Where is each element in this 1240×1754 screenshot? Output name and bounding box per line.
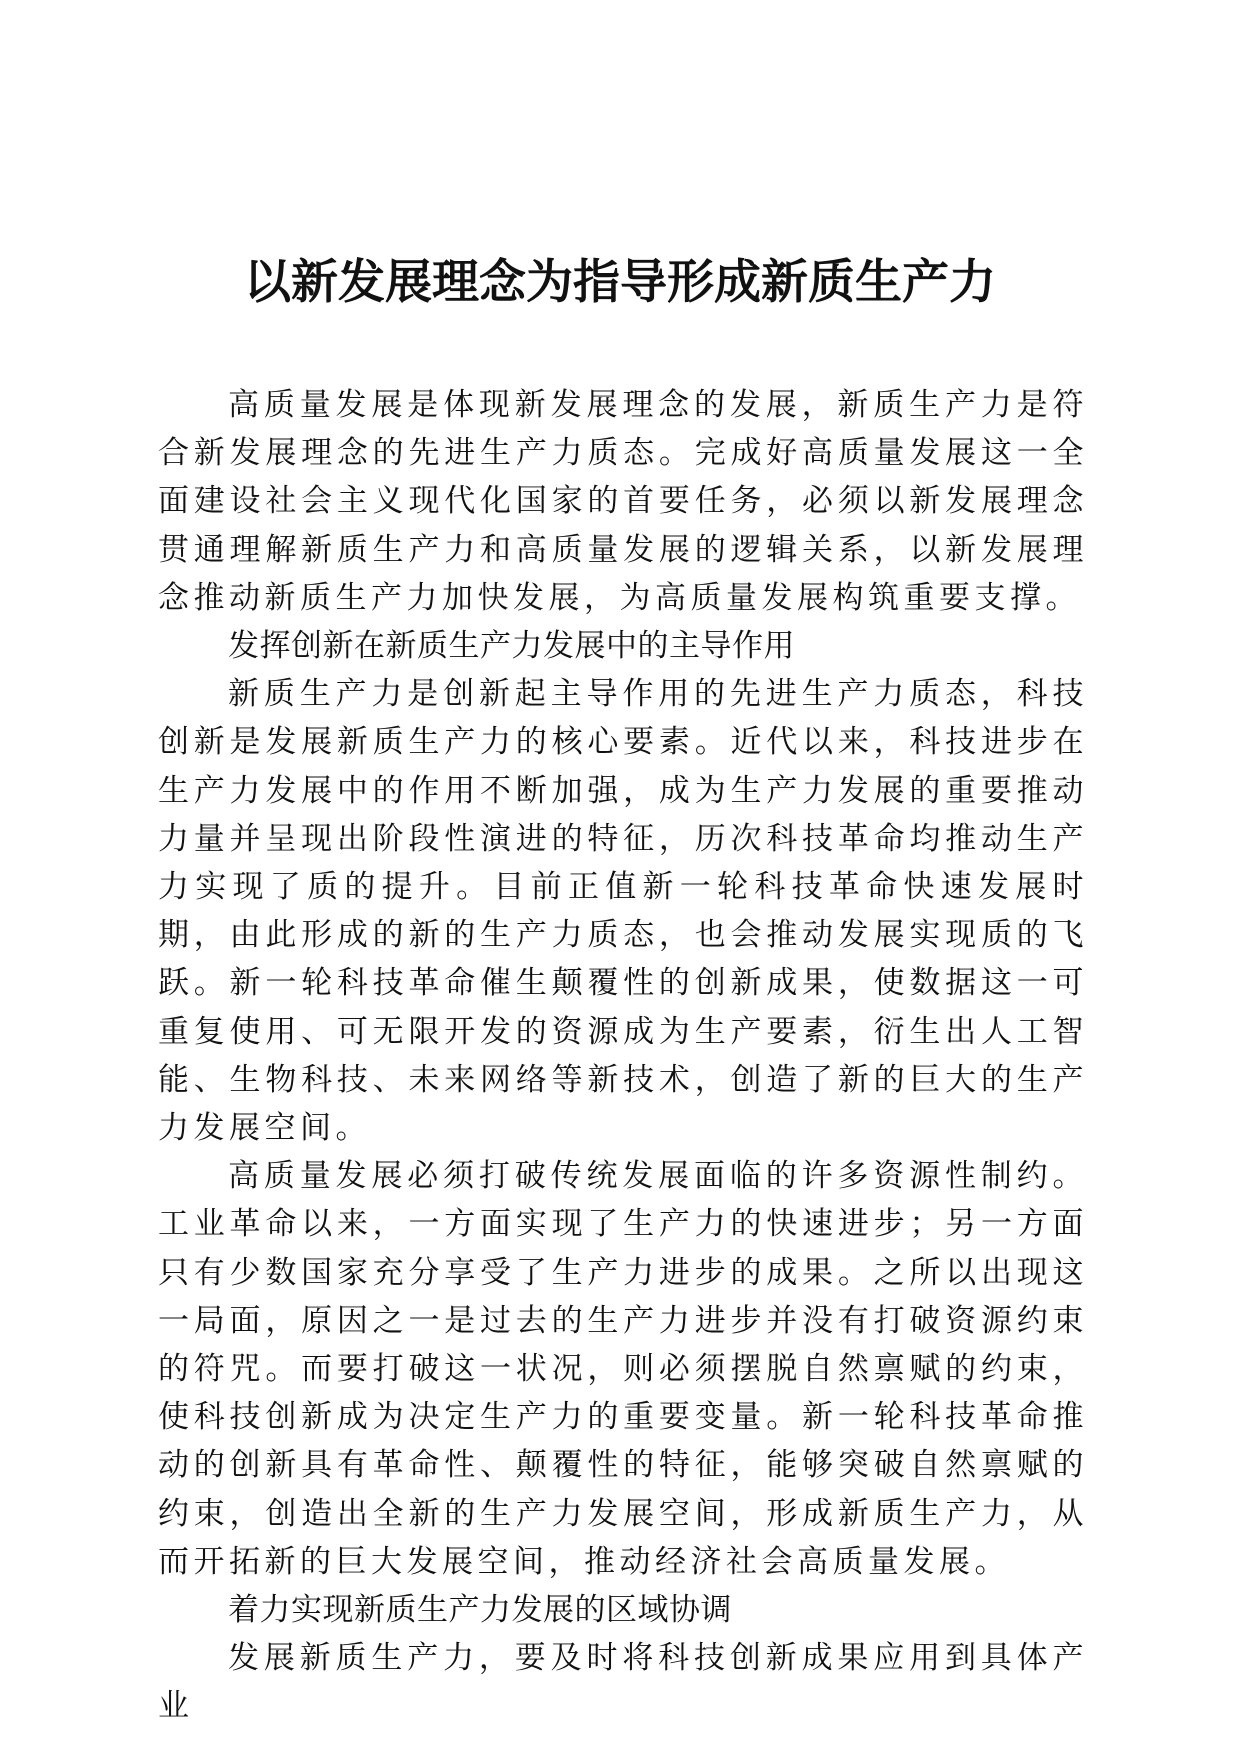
paragraph-innovation-2: 高质量发展必须打破传统发展面临的许多资源性制约。工业革命以来，一方面实现了生产力的快速进步；另一方面只有少数国家充分享受了生产力进步的成果。之所以出现这一局面，原因之一是过去的生产力进步并没有打破资源约束的符咒。而要打破这一状况，则必须摆脱自然禀赋的约束，使科技创新成为决定生产力的重要变量。新一轮科技革命推动的创新具有革命性、颠覆性的特征，能够突破自然禀赋的约束，创造出全新的生产力发展空间，形成新质生产力，从而开拓新的巨大发展空间，推动经济社会高质量发展。	[158, 1158, 1088, 1580]
paragraph-intro: 高质量发展是体现新发展理念的发展，新质生产力是符合新发展理念的先进生产力质态。完成好高质量发展这一全面建设社会主义现代化国家的首要任务，必须以新发展理念贯通理解新质生产力和高质量发展的逻辑关系，以新发展理念推动新质生产力加快发展，为高质量发展构筑重要支撑。	[158, 387, 1088, 616]
section-heading-innovation: 发挥创新在新质生产力发展中的主导作用	[228, 628, 795, 665]
paragraph-innovation-1: 新质生产力是创新起主导作用的先进生产力质态，科技创新是发展新质生产力的核心要素。近代以来，科技进步在生产力发展中的作用不断加强，成为生产力发展的重要推动力量并呈现出阶段性演进的特征，历次科技革命均推动生产力实现了质的提升。目前正值新一轮科技革命快速发展时期，由此形成的新的生产力质态，也会推动发展实现质的飞跃。新一轮科技革命催生颠覆性的创新成果，使数据这一可重复使用、可无限开发的资源成为生产要素，衍生出人工智能、生物科技、未来网络等新技术，创造了新的巨大的生产力发展空间。	[158, 676, 1088, 1147]
section-heading-regional: 着力实现新质生产力发展的区域协调	[228, 1592, 732, 1629]
paragraph-regional-1: 发展新质生产力，要及时将科技创新成果应用到具体产业	[158, 1640, 1088, 1725]
document-title: 以新发展理念为指导形成新质生产力	[244, 255, 996, 310]
article-body	[158, 381, 1088, 1731]
